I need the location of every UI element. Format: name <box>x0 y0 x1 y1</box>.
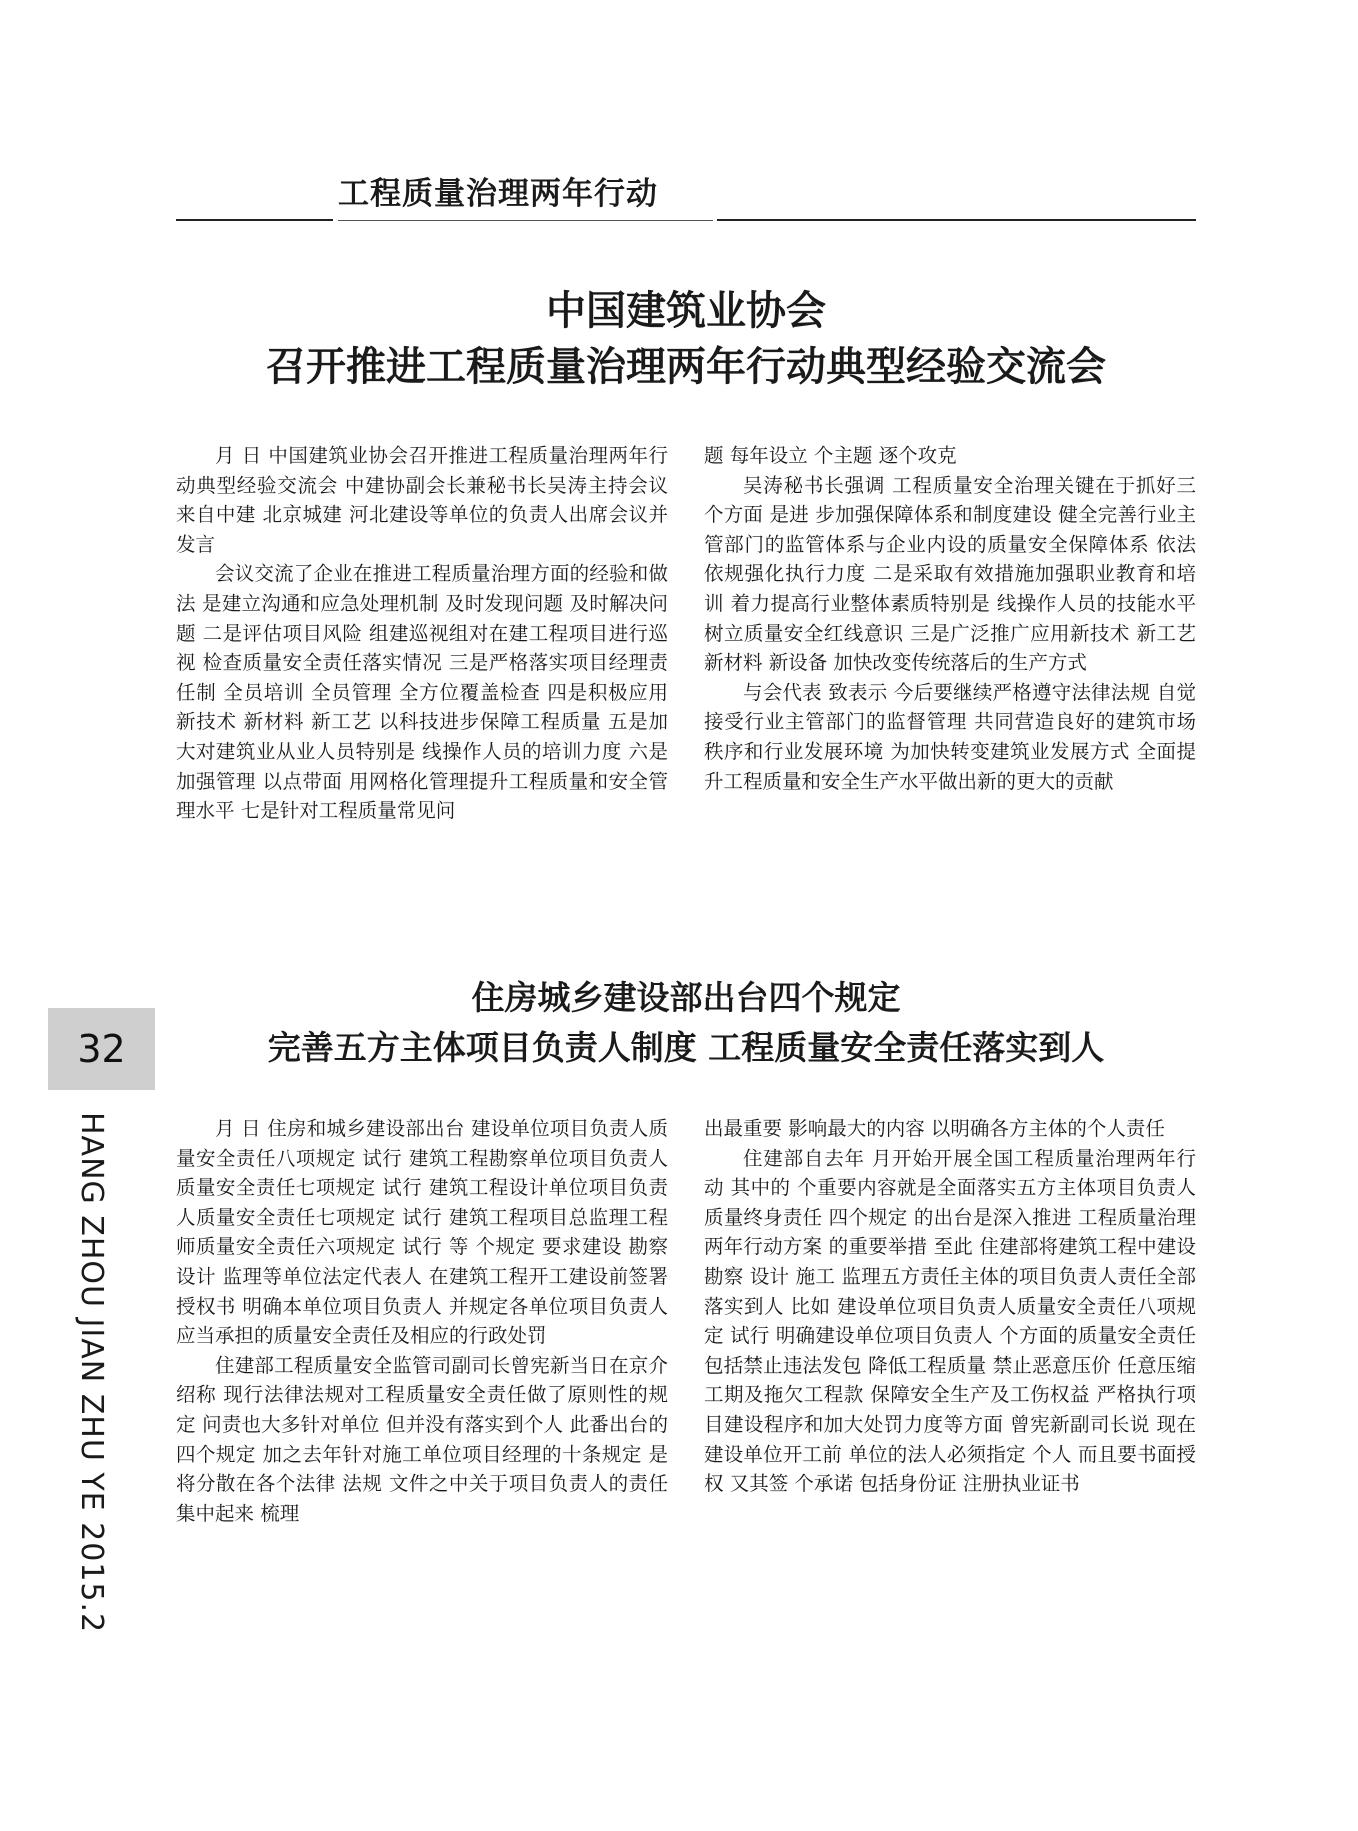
article2-paragraph: 住建部自去年 月开始开展全国工程质量治理两年行动 其中的 个重要内容就是全面落实五方主体项目负责人质量终身责任 四个规定 的出台是深入推进 工程质量治理两年行动方案 的重要举措 至此 住建部将建筑工程中建设 勘察 设计 施工 监理五方责任主体的项目负责人责任全部 落实到人 比如 建设单位项目负责人质量安全责任八项规定 试行 明确建设单位项目负责人 个方面的质量安全责任 包括禁止违法发包 降低工程质量 禁止恶意压价 任意压缩工期及拖欠工程款 保障安全生产及工伤权益 严格执行项目建设程序和加大处罚力度等方面 曾宪新副司长说 现在建设单位开工前 单位的法人必须指定 个人 而且要书面授权 又其签 个承诺 包括身份证 注册执业证书 <box>704 1146 1196 1496</box>
article1-right-column <box>704 441 1196 796</box>
article2-continuation: 出最重要 影响最大的内容 以明确各方主体的个人责任 <box>704 1117 1165 1140</box>
article1-left-column <box>176 441 668 826</box>
header-rule-left <box>176 219 333 221</box>
article2-paragraph: 月 日 住房和城乡建设部出台 建设单位项目负责人质量安全责任八项规定 试行 建筑工程勘察单位项目负责人质量安全责任七项规定 试行 建筑工程设计单位项目负责人质量安全责任七项规定 试行 建筑工程项目总监理工程师质量安全责任六项规定 试行 等 个规定 要求建设 勘察 设计 监理等单位法定代表人 在建筑工程开工建设前签署授权书 明确本单位项目负责人 并规定各单位项目负责人应当承担的质量安全责任及相应的行政处罚 <box>176 1117 668 1348</box>
section-label: 工程质量治理两年行动 <box>338 174 713 221</box>
article1-title-line2: 召开推进工程质量治理两年行动典型经验交流会 <box>266 343 1106 390</box>
article1-paragraph: 会议交流了企业在推进工程质量治理方面的经验和做法 是建立沟通和应急处理机制 及时发现问题 及时解决问题 二是评估项目风险 组建巡视组对在建工程项目进行巡视 检查质量安全责任落实情况 三是严格落实项目经理责任制 全员培训 全员管理 全方位覆盖检查 四是积极应用新技术 新材料 新工艺 以科技进步保障工程质量 五是加大对建筑业从业人员特别是 线操作人员的培训力度 六是加强管理 以点带面 用网格化管理提升工程质量和安全管理水平 七是针对工程质量常见问 <box>176 562 668 823</box>
article1-paragraph: 月 日 中国建筑业协会召开推进工程质量治理两年行动典型经验交流会 中建协副会长兼秘书长吴涛主持会议 来自中建 北京城建 河北建设等单位的负责人出席会议并发言 <box>176 444 668 556</box>
article2-right-column <box>704 1114 1196 1499</box>
article2-title-line2: 完善五方主体项目负责人制度 工程质量安全责任落实到人 <box>267 1028 1105 1067</box>
article1-paragraph: 与会代表 致表示 今后要继续严格遵守法律法规 自觉接受行业主管部门的监督管理 共同营造良好的建筑市场秩序和行业发展环境 为加快转变建筑业发展方式 全面提升工程质量和安全生产水平做出新的更大的贡献 <box>704 680 1196 793</box>
journal-side-label: HANG ZHOU JIAN ZHU YE 2015.2 <box>74 1112 109 1634</box>
section-header <box>176 172 1196 224</box>
article1-title-line1: 中国建筑业协会 <box>546 287 826 334</box>
article2-paragraph: 住建部工程质量安全监管司副司长曾宪新当日在京介绍称 现行法律法规对工程质量安全责任做了原则性的规定 问责也大多针对单位 但并没有落实到个人 此番出台的四个规定 加之去年针对施工单位项目经理的十条规定 是将分散在各个法律 法规 文件之中关于项目负责人的责任集中起来 梳理 <box>176 1353 668 1525</box>
article2-title-line1: 住房城乡建设部出台四个规定 <box>471 978 901 1017</box>
article1-paragraph: 吴涛秘书长强调 工程质量安全治理关键在于抓好三个方面 是进 步加强保障体系和制度建设 健全完善行业主管部门的监管体系与企业内设的质量安全保障体系 依法依规强化执行力度 二是采取有效措施加强职业教育和培训 着力提高行业整体素质特别是 线操作人员的技能水平 树立质量安全红线意识 三是广泛推广应用新技术 新工艺 新材料 新设备 加快改变传统落后的生产方式 <box>704 473 1196 675</box>
page-number: 32 <box>77 1027 126 1071</box>
header-rule-right <box>717 219 1196 221</box>
article2-left-column <box>176 1114 668 1528</box>
article1-continuation: 题 每年设立 个主题 逐个攻克 <box>704 444 957 467</box>
page-number-tab <box>48 1008 155 1090</box>
